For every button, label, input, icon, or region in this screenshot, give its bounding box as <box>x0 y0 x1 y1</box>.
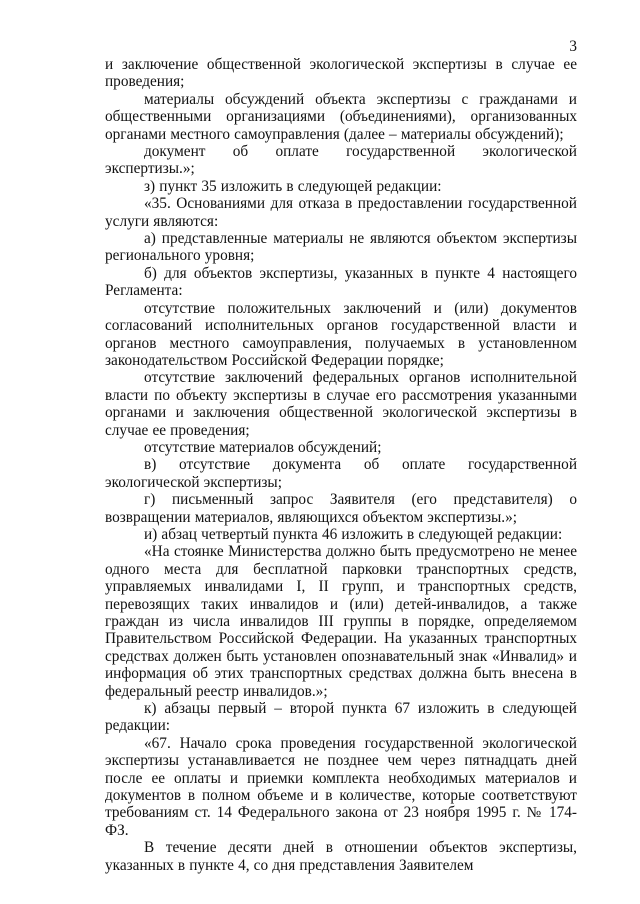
paragraph: документ об оплате государственной экологической экспертизы.»; <box>105 143 577 178</box>
paragraph: б) для объектов экспертизы, указанных в пункте 4 настоящего Регламента: <box>105 264 577 300</box>
paragraph: «67. Начало срока проведения государственной экологической экспертизы устанавливается не позднее чем через пятнадцать дней после ее оплаты и приемки комплекта необходимых материалов и документов в полном объеме и в количестве, которые соответствуют требованиям ст. 14 Федерального закона от 23 ноября 1995 г. № 174-ФЗ. <box>105 734 577 839</box>
paragraph: «На стоянке Министерства должно быть предусмотрено не менее одного места для бесплатной парковки транспортных средств, управляемых инвалидами I, II групп, и транспортных средств, перевозящих таких инвалидов и (или) детей-инвалидов, а также граждан из числа инвалидов III группы в порядке, определяемом Правительством Российской Федерации. На указанных транспортных средствах должен быть установлен опознавательный знак «Инвалид» и информация об этих транспортных средствах должна быть внесена в федеральный реестр инвалидов.»; <box>105 543 577 700</box>
paragraph: «35. Основаниями для отказа в предоставлении государственной услуги являются: <box>105 195 577 230</box>
paragraph-continuation: и заключение общественной экологической экспертизы в случае ее проведения; <box>105 56 577 91</box>
paragraph: В течение десяти дней в отношении объектов экспертизы, указанных в пункте 4, со дня представления Заявителем <box>105 839 577 874</box>
paragraph: отсутствие материалов обсуждений; <box>144 438 382 456</box>
document-body <box>105 56 577 874</box>
paragraph: материалы обсуждений объекта экспертизы с гражданами и общественными организациями (объединениями), организованных органами местного самоуправления (далее – материалы обсуждений); <box>105 90 577 143</box>
paragraph: отсутствие заключений федеральных органов исполнительной власти по объекту экспертизы в случае его рассмотрения указанными органами и заключения общественной экологической экспертизы в случае ее проведения; <box>105 369 577 439</box>
paragraph: и) абзац четвертый пункта 46 изложить в следующей редакции: <box>144 525 563 543</box>
page-number: 3 <box>569 38 577 55</box>
paragraph: з) пункт 35 изложить в следующей редакции: <box>144 177 442 195</box>
paragraph: г) письменный запрос Заявителя (его представителя) о возвращении материалов, являющихся объектом экспертизы.»; <box>105 491 577 526</box>
paragraph: в) отсутствие документа об оплате государственной экологической экспертизы; <box>105 456 577 491</box>
paragraph: отсутствие положительных заключений и (или) документов согласований исполнительных органов государственной власти и органов местного самоуправления, получаемых в установленном законодательством Российской Федерации порядке; <box>105 299 577 369</box>
paragraph: к) абзацы первый – второй пункта 67 изложить в следующей редакции: <box>105 700 577 735</box>
paragraph: а) представленные материалы не являются объектом экспертизы регионального уровня; <box>105 230 577 265</box>
